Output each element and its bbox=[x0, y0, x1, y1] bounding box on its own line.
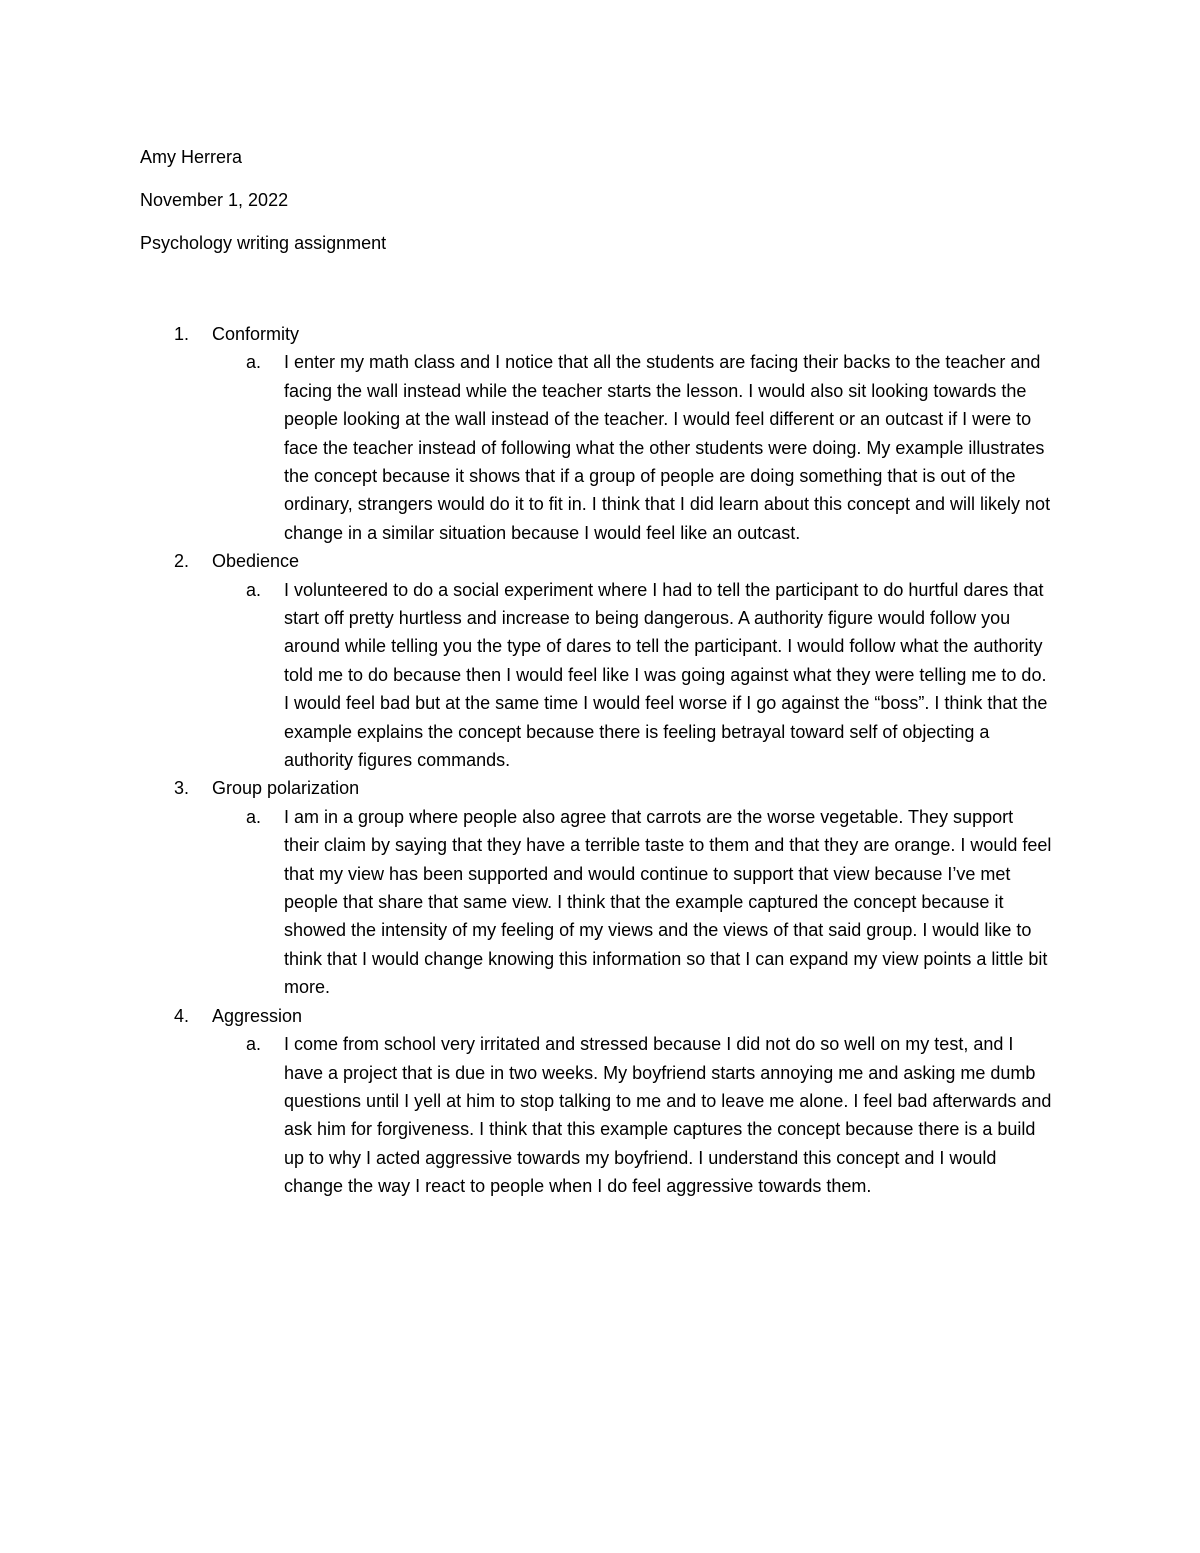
item-number: 4. bbox=[174, 1005, 190, 1026]
sub-item-letter: a. bbox=[246, 579, 262, 600]
concept-list bbox=[140, 320, 1070, 1201]
item-number: 2. bbox=[174, 551, 190, 572]
item-number: 3. bbox=[174, 778, 190, 799]
item-label: Conformity bbox=[212, 324, 300, 344]
sub-item-text: I am in a group where people also agree that carrots are the worse vegetable. They support their claim by saying that they have a terrible taste to them and that they are orange. I would feel that my view has been supported and would continue to support that view because I’ve met people that share that same view. I think that the example captured the concept because it showed the intensity of my feeling of my views and the views of that said group. I would like to think that I would change knowing this information so that I can expand my view points a little bit more. bbox=[284, 806, 1052, 998]
list-item-obedience bbox=[140, 547, 1070, 774]
item-number: 1. bbox=[174, 324, 190, 344]
list-item-aggression bbox=[140, 1002, 1070, 1201]
sub-item-text: I come from school very irritated and stressed because I did not do so well on my test, and I have a project that is due in two weeks. My boyfriend starts annoying me and asking me dumb questions until I yell at him to stop talking to me and to leave me alone. I feel bad afterwards and ask him for forgiveness. I think that this example captures the concept because there is a build up to why I acted aggressive towards my boyfriend. I understand this concept and I would change the way I react to people when I do feel aggressive towards them. bbox=[284, 1034, 1052, 1197]
item-label: Aggression bbox=[212, 1005, 303, 1026]
item-label: Obedience bbox=[212, 551, 300, 572]
sub-item bbox=[140, 1030, 1070, 1200]
sub-item-letter: a. bbox=[246, 352, 262, 373]
sub-item-letter: a. bbox=[246, 1034, 262, 1055]
sub-item bbox=[140, 576, 1070, 775]
list-item-conformity bbox=[140, 320, 1070, 547]
item-label: Group polarization bbox=[212, 778, 360, 799]
assignment-title: Psychology writing assignment bbox=[140, 233, 387, 253]
list-item-group-polarization bbox=[140, 774, 1070, 1001]
sub-item-text: I enter my math class and I notice that all the students are facing their backs to the teacher and facing the wall instead while the teacher starts the lesson. I would also sit looking towards the people looking at the wall instead of the teacher. I would feel different or an outcast if I were to face the teacher instead of following what the other students were doing. My example illustrates the concept because it shows that if a group of people are doing something that is out of the ordinary, strangers would do it to fit in. I think that I did learn about this concept and will likely not change in a similar situation because I would feel like an outcast. bbox=[284, 352, 1051, 543]
sub-item-text: I volunteered to do a social experiment where I had to tell the participant to do hurtful dares that start off pretty hurtless and increase to being dangerous. A authority figure would follow you around while telling you the type of dares to tell the participant. I would follow what the authority told me to do because then I would feel like I was going against what they were telling me to do. I would feel bad but at the same time I would feel worse if I go against the “boss”. I think that the example explains the concept because there is feeling betrayal toward self of objecting a authority figures commands. bbox=[284, 579, 1048, 771]
document-date: November 1, 2022 bbox=[140, 190, 289, 210]
sub-item-letter: a. bbox=[246, 806, 262, 827]
author-name: Amy Herrera bbox=[140, 147, 243, 167]
sub-item bbox=[140, 803, 1070, 1002]
sub-item bbox=[140, 348, 1070, 547]
